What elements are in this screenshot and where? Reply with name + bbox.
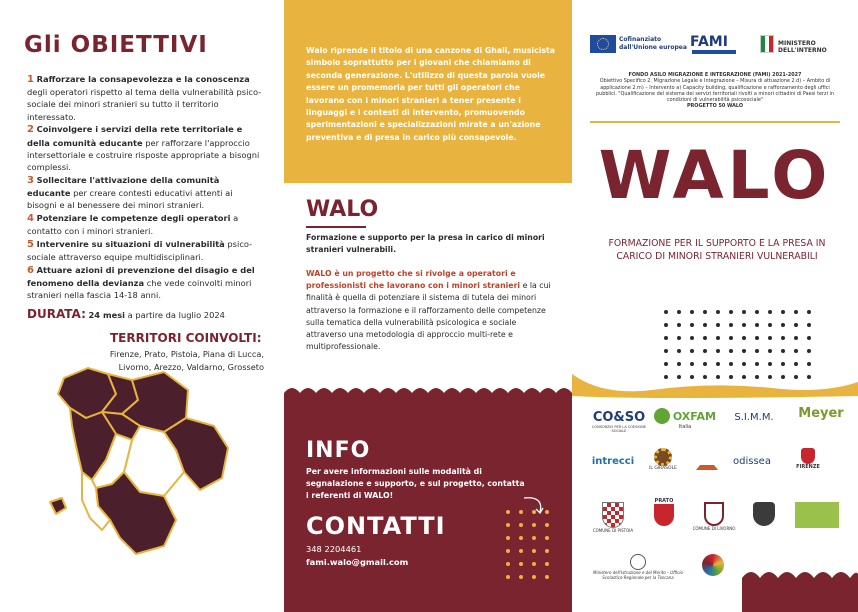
decorative-dot (703, 336, 707, 340)
comune-crest-icon (753, 502, 775, 526)
decorative-dot (664, 336, 668, 340)
decorative-dot (755, 336, 759, 340)
decorative-dot (519, 510, 523, 514)
decorative-dot (781, 336, 785, 340)
decorative-dot (506, 523, 510, 527)
decorative-dot (519, 523, 523, 527)
territori-title: TERRITORI COINVOLTI: (110, 331, 262, 345)
pistoia-logo: COMUNE DI PISTOIA (590, 502, 636, 533)
green-partner-logo (794, 502, 840, 528)
decorative-dot (519, 575, 523, 579)
meyer-logo: Meyer (798, 406, 844, 421)
map-region-elba (50, 498, 66, 514)
decorative-dot (519, 549, 523, 553)
decorative-dot (755, 323, 759, 327)
obiettivi-title: Gli OBIETTIVI (24, 32, 208, 58)
decorative-dot (807, 323, 811, 327)
decorative-dot (742, 336, 746, 340)
decorative-dot (532, 536, 536, 540)
decorative-dot (807, 310, 811, 314)
lily-icon (801, 448, 815, 464)
intro-text: Walo riprende il titolo di una canzone di Ghali, musicista simbolo soprattutto per i giovani che chiamiamo di seconda generazione. L'utilizzo di questa parola vuole essere un promemoria per tutti gli operatori che lavorano con i minori stranieri a tener presente i linguaggi e i contesti di intervento, promuovendo sperimentazioni e specializzazioni mirate a un'azione preventiva e di presa in carico più consapevole. (306, 46, 556, 142)
ufficio-scolastico-logo: Ministero dell'Istruzione e del Merito – Ufficio Scolastico Regionale per la Toscana (590, 554, 686, 580)
eu-cofinanced-label: Cofinanziato dall'Unione europea (619, 36, 687, 51)
decorative-dot (677, 310, 681, 314)
decorative-dot (664, 323, 668, 327)
bottom-scallop-edge (572, 564, 858, 612)
info-title: INFO (306, 438, 371, 463)
italian-emblem-icon (760, 35, 774, 53)
girasole-logo: IL GIRASOLE (642, 448, 684, 471)
objectives-list (27, 73, 263, 302)
cover-subtitle: FORMAZIONE PER IL SUPPORTO E LA PRESA IN CARICO DI MINORI STRANIERI VULNERABILI (608, 238, 826, 262)
decorative-dot (506, 549, 510, 553)
decorative-dot (703, 323, 707, 327)
simm-logo: S.I.M.M. (734, 412, 774, 423)
decorative-dot (794, 323, 798, 327)
decorative-dot (506, 575, 510, 579)
fami-logo-bar (692, 50, 736, 54)
objective-item: 5 Intervenire su situazioni di vulnerabilità psico-sociale attraverso equipe multidisciplinari. (27, 238, 253, 262)
decorative-dot (532, 510, 536, 514)
tuscany-map (36, 360, 266, 590)
decorative-dot (781, 323, 785, 327)
decorative-dot (742, 310, 746, 314)
objective-item: 6 Attuare azioni di prevenzione del disagio e del fenomeno della devianza che vede coinvolti minori stranieri nella fascia 14-18 anni. (27, 264, 255, 300)
boat-logo (692, 452, 722, 470)
decorative-dot (532, 562, 536, 566)
territori-list: Firenze, Prato, Pistoia, Piana di Lucca, Livorno, Arezzo, Valdarno, Grosseto (109, 349, 264, 372)
objective-item: 2 Coinvolgere i servizi della rete territoriale e della comunità educante per rafforzare l'approccio intersettoriale e costruire risposte appropriate a bisogni complessi. (27, 124, 260, 172)
livorno-logo: COMUNE DI LIVORNO (692, 502, 736, 531)
decorative-dot (545, 575, 549, 579)
decorative-dot (532, 523, 536, 527)
decorative-dot (716, 310, 720, 314)
curved-arrow-icon (520, 494, 550, 518)
objective-item: 3 Sollecitare l'attivazione della comunità educante per creare contesti educativi attenti ai bisogni e al benessere dei minori stranieri. (27, 174, 233, 211)
decorative-dot (545, 549, 549, 553)
walo-title-underline (306, 226, 366, 228)
decorative-dot (729, 310, 733, 314)
walo-title: WALO (306, 197, 379, 222)
decorative-dot (532, 575, 536, 579)
decorative-dot (768, 323, 772, 327)
info-text: Per avere informazioni sulle modalità di segnalazione e supporto, e sul progetto, contatta i referenti di WALO! (306, 467, 525, 500)
prato-crest-icon (654, 504, 674, 526)
email-address[interactable]: fami.walo@gmail.com (306, 557, 409, 567)
sunflower-icon (654, 448, 672, 466)
yellow-wave-band (572, 352, 858, 400)
intrecci-logo: intrecci (591, 456, 635, 467)
firenze-logo: FIRENZE (784, 448, 832, 470)
objective-item: 4 Potenziare le competenze degli operatori a contatto con i minori stranieri. (27, 212, 239, 236)
green-partner-icon (795, 502, 839, 528)
oxfam-logo: OXFAM Italia (654, 408, 716, 430)
decorative-dot (794, 310, 798, 314)
decorative-dot (677, 336, 681, 340)
decorative-dot (768, 310, 772, 314)
decorative-dot (545, 536, 549, 540)
oxfam-icon (654, 408, 670, 424)
panel-cover (572, 0, 858, 612)
ministero-label: MINISTERO DELL'INTERNO (778, 40, 827, 54)
boat-icon (696, 452, 718, 470)
decorative-dot (677, 323, 681, 327)
decorative-dot (716, 336, 720, 340)
decorative-dot (729, 336, 733, 340)
decorative-dot (545, 510, 549, 514)
decorative-dot (781, 310, 785, 314)
decorative-dot (532, 549, 536, 553)
eu-flag-icon (590, 35, 616, 53)
decorative-dot (545, 523, 549, 527)
comune-crest-logo (744, 502, 784, 526)
decorative-dot (506, 562, 510, 566)
decorative-dot (703, 310, 707, 314)
fami-logo: FAMI (690, 34, 728, 50)
decorative-dot (519, 562, 523, 566)
yellow-divider (590, 121, 840, 123)
decorative-dot (768, 336, 772, 340)
durata: DURATA: 24 mesi a partire da luglio 2024 (27, 307, 225, 321)
prato-logo: PRATO (644, 498, 684, 526)
decorative-dot (506, 536, 510, 540)
decorative-dot (664, 310, 668, 314)
contatti-title: CONTATTI (306, 512, 446, 540)
decorative-dot (506, 510, 510, 514)
objective-item: 1 Rafforzare la consapevolezza e la conoscenza degli operatori rispetto al tema della vulnerabilità psico-sociale dei minori stranieri su tutto il territorio interessato. (27, 74, 262, 122)
walo-description: WALO è un progetto che si rivolge a operatori e professionisti che lavorano con i minori stranieri e la cui finalità è quella di potenziare il sistema di tutela dei minori attraverso la formazione e il rafforzamento delle competenze sulla tematica della vulnerabilità psicologica e sociale attraverso una metodologia di approccio multi-rete e multiprofessionale. (306, 269, 551, 352)
odissea-logo: odissea (733, 456, 771, 467)
decorative-dot (690, 310, 694, 314)
panel-walo-info (284, 0, 572, 612)
decorative-dot (690, 323, 694, 327)
coeso-logo: CO&SO CONSORZIO PER LA COESIONE SOCIALE (591, 410, 647, 433)
walo-tagline: Formazione e supporto per la presa in carico di minori stranieri vulnerabili. (306, 233, 545, 254)
funding-statement: FONDO ASILO MIGRAZIONE E INTEGRAZIONE (FAMI) 2021-2027 Obiettivo Specifico 2. Migrazione Legale e Integrazione – Misura di attuazione 2.d) – Ambito di applicazione 2.m) – Intervento a) Capacity building, qualificazione e rafforzamento degli uffici pubblici. "Qualificazione del sistema dei servizi territoriali rivolti a minori cittadini di Paesi terzi in condizioni di vulnerabilità psicosociale" PROGETTO 50 WALO (596, 72, 834, 110)
decorative-dot (545, 562, 549, 566)
decorative-dot (807, 336, 811, 340)
decorative-dot (755, 310, 759, 314)
decorative-dot (729, 323, 733, 327)
decorative-dot (742, 323, 746, 327)
decorative-dot (519, 536, 523, 540)
panel-obiettivi (0, 0, 284, 612)
cover-title: WALO (598, 137, 832, 214)
decorative-dot (690, 336, 694, 340)
phone-number[interactable]: 348 2204461 (306, 544, 362, 554)
pistoia-crest-icon (602, 502, 624, 528)
livorno-crest-icon (704, 502, 724, 526)
decorative-dot (794, 336, 798, 340)
decorative-dot (716, 323, 720, 327)
